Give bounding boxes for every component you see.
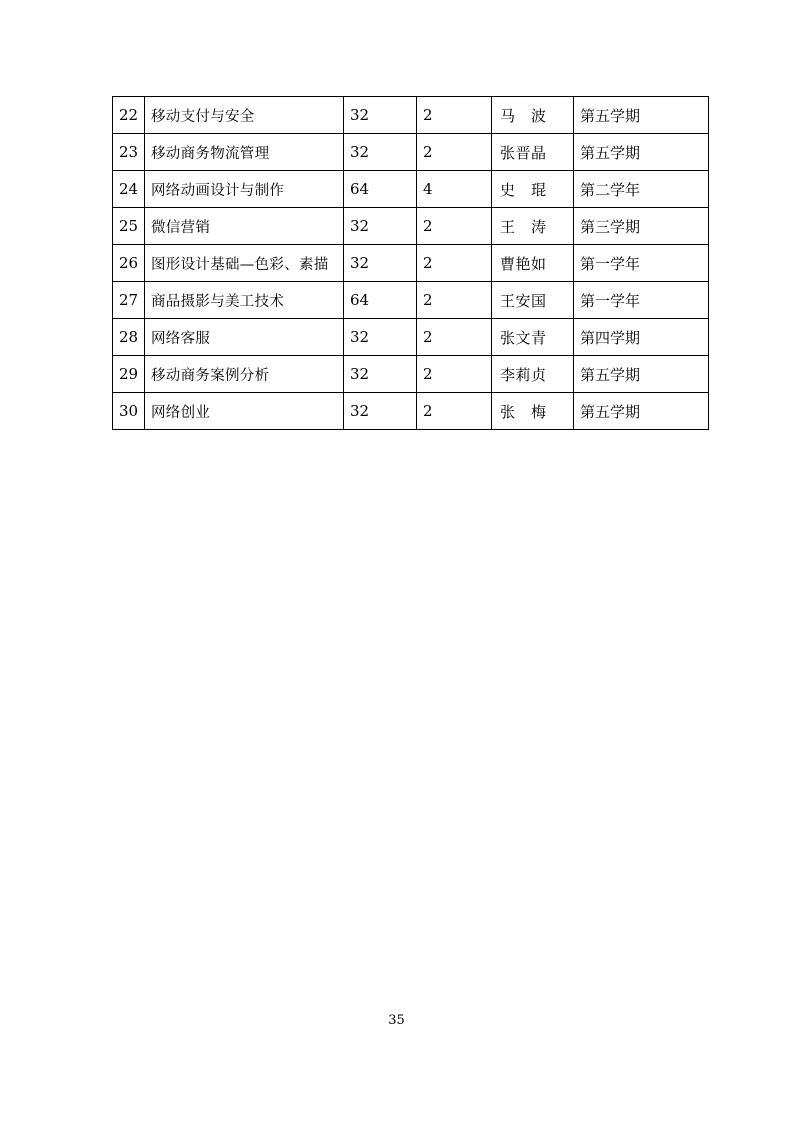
course-teacher: 曹艳如 bbox=[492, 245, 574, 282]
course-hours: 32 bbox=[344, 97, 417, 134]
row-number: 29 bbox=[113, 356, 145, 393]
course-hours: 32 bbox=[344, 393, 417, 430]
course-name: 商品摄影与美工技术 bbox=[145, 282, 344, 319]
row-number: 26 bbox=[113, 245, 145, 282]
row-number: 28 bbox=[113, 319, 145, 356]
course-hours: 64 bbox=[344, 282, 417, 319]
row-number: 22 bbox=[113, 97, 145, 134]
course-name: 微信营销 bbox=[145, 208, 344, 245]
course-name: 移动商务案例分析 bbox=[145, 356, 344, 393]
course-hours: 32 bbox=[344, 245, 417, 282]
course-teacher: 王安国 bbox=[492, 282, 574, 319]
table-row bbox=[113, 356, 709, 393]
row-number: 30 bbox=[113, 393, 145, 430]
course-credits: 2 bbox=[417, 319, 492, 356]
table-row bbox=[113, 171, 709, 208]
course-credits: 2 bbox=[417, 393, 492, 430]
course-credits: 2 bbox=[417, 282, 492, 319]
table-row bbox=[113, 134, 709, 171]
course-term: 第二学年 bbox=[574, 171, 709, 208]
course-hours: 32 bbox=[344, 208, 417, 245]
row-number: 24 bbox=[113, 171, 145, 208]
course-term: 第五学期 bbox=[574, 134, 709, 171]
course-table-body bbox=[113, 97, 709, 430]
course-credits: 2 bbox=[417, 97, 492, 134]
course-hours: 32 bbox=[344, 319, 417, 356]
course-credits: 2 bbox=[417, 356, 492, 393]
page-number: 35 bbox=[388, 1013, 405, 1028]
table-row bbox=[113, 282, 709, 319]
row-number: 25 bbox=[113, 208, 145, 245]
course-hours: 64 bbox=[344, 171, 417, 208]
course-teacher: 张文青 bbox=[492, 319, 574, 356]
course-table bbox=[112, 96, 709, 430]
course-term: 第四学期 bbox=[574, 319, 709, 356]
course-name: 图形设计基础—色彩、素描 bbox=[145, 245, 344, 282]
course-teacher: 张 梅 bbox=[492, 393, 574, 430]
table-row bbox=[113, 393, 709, 430]
course-credits: 2 bbox=[417, 245, 492, 282]
course-teacher: 李莉贞 bbox=[492, 356, 574, 393]
course-term: 第五学期 bbox=[574, 393, 709, 430]
course-name: 网络动画设计与制作 bbox=[145, 171, 344, 208]
course-name: 移动商务物流管理 bbox=[145, 134, 344, 171]
table-row bbox=[113, 208, 709, 245]
course-credits: 4 bbox=[417, 171, 492, 208]
course-teacher: 马 波 bbox=[492, 97, 574, 134]
course-name: 移动支付与安全 bbox=[145, 97, 344, 134]
course-term: 第三学期 bbox=[574, 208, 709, 245]
course-teacher: 张晋晶 bbox=[492, 134, 574, 171]
table-row bbox=[113, 319, 709, 356]
course-credits: 2 bbox=[417, 208, 492, 245]
row-number: 23 bbox=[113, 134, 145, 171]
course-credits: 2 bbox=[417, 134, 492, 171]
course-term: 第一学年 bbox=[574, 282, 709, 319]
course-teacher: 史 琨 bbox=[492, 171, 574, 208]
table-row bbox=[113, 97, 709, 134]
course-teacher: 王 涛 bbox=[492, 208, 574, 245]
course-term: 第一学年 bbox=[574, 245, 709, 282]
course-hours: 32 bbox=[344, 356, 417, 393]
row-number: 27 bbox=[113, 282, 145, 319]
course-term: 第五学期 bbox=[574, 356, 709, 393]
course-name: 网络客服 bbox=[145, 319, 344, 356]
course-hours: 32 bbox=[344, 134, 417, 171]
course-term: 第五学期 bbox=[574, 97, 709, 134]
course-name: 网络创业 bbox=[145, 393, 344, 430]
table-row bbox=[113, 245, 709, 282]
